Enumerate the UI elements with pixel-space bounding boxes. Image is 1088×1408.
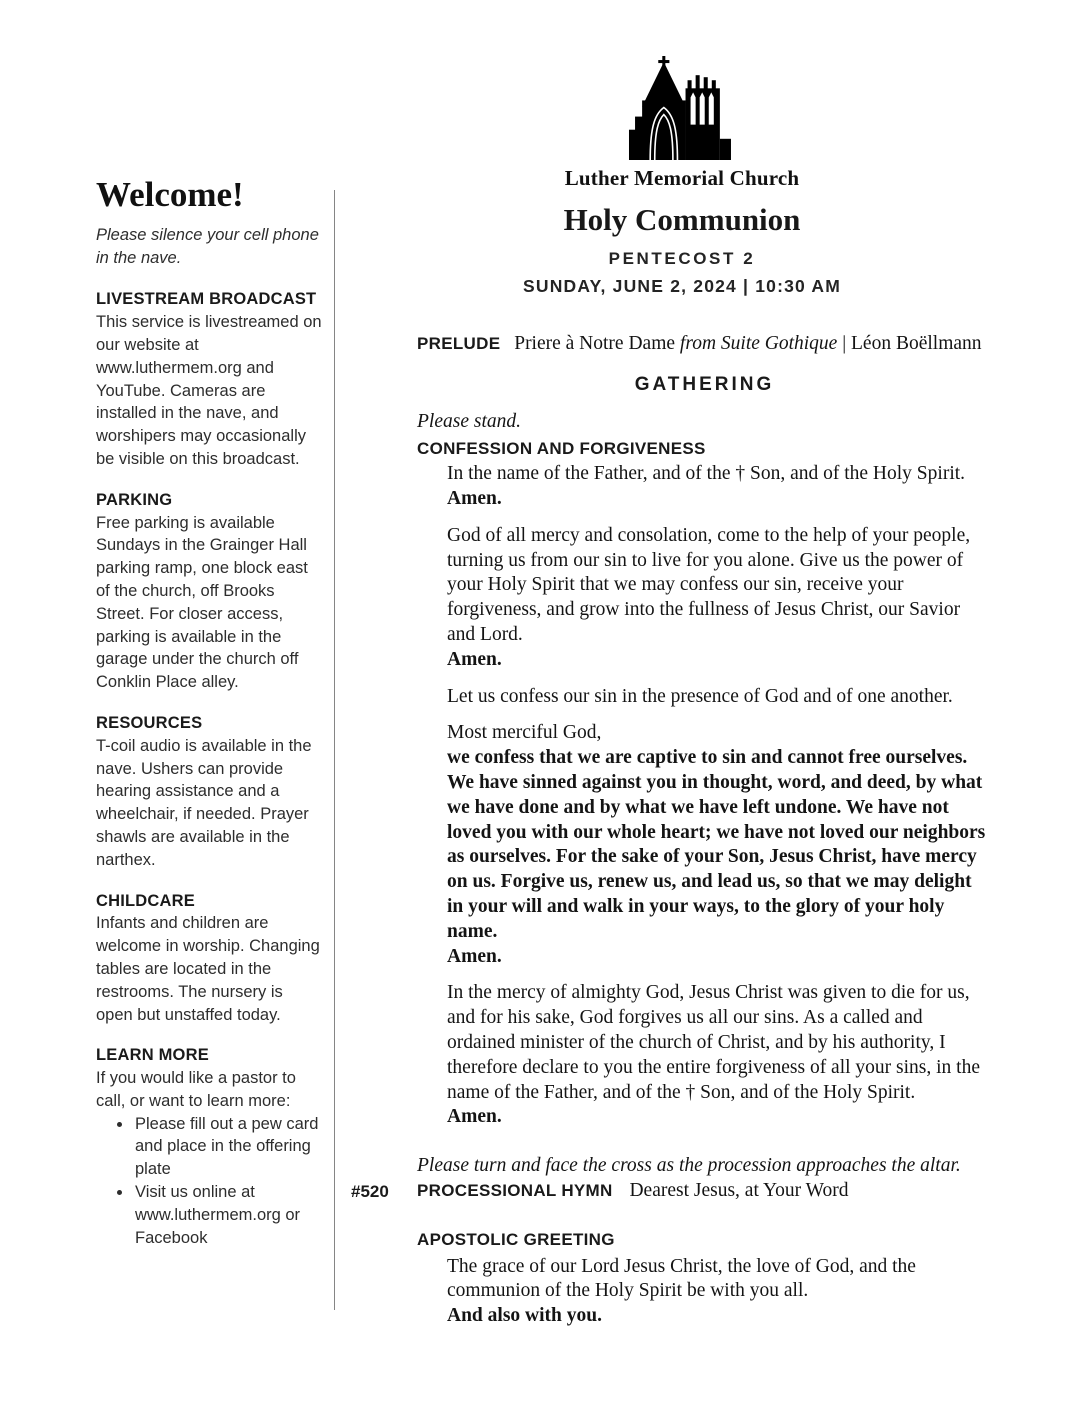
prelude-title: Priere à Notre Dame	[514, 333, 676, 354]
resources-body: T-coil audio is available in the nave. Ushers can provide hearing assistance and a wheelchair, if needed. Prayer shawls are available in the narthex.	[96, 736, 312, 869]
order-of-service	[351, 332, 992, 1329]
apostolic-greeting-body	[447, 1255, 992, 1329]
sidebar-section-learn-more	[96, 1044, 324, 1249]
greeting-paragraph	[447, 1255, 992, 1329]
welcome-title: Welcome!	[96, 175, 244, 214]
sidebar-section-resources	[96, 712, 324, 872]
church-name: Luther Memorial Church	[564, 166, 800, 190]
gathering-heading: GATHERING	[634, 373, 775, 395]
mercy-prayer-paragraph	[447, 524, 992, 673]
silence-phone-note: Please silence your cell phone in the nave.	[96, 225, 319, 267]
invocation-paragraph	[447, 462, 992, 512]
parking-body: Free parking is available Sundays in the Grainger Hall parking ramp, one block east of the church, off Brooks Street. For closer access, parking is available in the garage under the church off Conklin Place alley.	[96, 513, 308, 692]
sidebar-section-parking	[96, 489, 324, 694]
confession-text: we confess that we are captive to sin and cannot free ourselves. We have sinned against you in thought, word, and deed, by what we have done and by what we have left undone. We have not loved you with our whole heart; we have not loved our neighbors as ourselves. For the sake of your Son, Jesus Christ, have mercy on us. Forgive us, renew us, and lead us, so that we may delight in your will and walk in your ways, to the glory of your holy name.	[447, 747, 986, 942]
amen-response: Amen.	[447, 1106, 502, 1128]
prelude-source: from Suite Gothique	[679, 333, 838, 354]
hymn-number: #520	[351, 1181, 389, 1201]
resources-heading: RESOURCES	[96, 713, 203, 732]
amen-response: Amen.	[447, 487, 502, 509]
prelude-label: PRELUDE	[417, 334, 501, 353]
absolution-text: In the mercy of almighty God, Jesus Christ was given to die for us, and for his sake, God forgives us all our sins. As a called and ordained minister of the church of Christ, and by his authority, I therefore declare to you the entire forgiveness of all your sins, in the name of the Father, and of the † Son, and of the Holy Spirit.	[447, 982, 981, 1103]
prelude-separator: |	[842, 333, 847, 354]
learn-more-list	[117, 1113, 324, 1250]
confession-heading: CONFESSION AND FORGIVENESS	[417, 439, 706, 459]
invitation-text: Let us confess our sin in the presence of God and of one another.	[447, 685, 953, 707]
processional-hymn-label: PROCESSIONAL HYMN	[417, 1180, 613, 1200]
learn-more-body: If you would like a pastor to call, or want to learn more:	[96, 1069, 296, 1110]
hymn-title: Dearest Jesus, at Your Word	[629, 1179, 849, 1201]
list-item: • Visit us online at www.luthermem.org or Facebook	[133, 1181, 324, 1249]
masthead	[374, 56, 990, 297]
processional-hymn-line	[351, 1179, 992, 1204]
amen-response: Amen.	[447, 648, 502, 670]
invocation-text: In the name of the Father, and of the † Son, and of the Holy Spirit.	[447, 463, 966, 485]
prelude-composer: Léon Boëllmann	[851, 333, 982, 354]
service-date-time: SUNDAY, JUNE 2, 2024 | 10:30 AM	[522, 276, 841, 296]
absolution-paragraph	[447, 981, 992, 1130]
church-building-icon	[374, 56, 990, 160]
parking-heading: PARKING	[96, 490, 173, 509]
procession-rubric: Please turn and face the cross as the procession approaches the altar.	[417, 1155, 961, 1177]
liturgical-day: PENTECOST 2	[608, 249, 756, 268]
sidebar-section-childcare	[96, 890, 324, 1027]
childcare-body: Infants and children are welcome in worship. Changing tables are located in the restrooms. The nursery is open but unstaffed today.	[96, 914, 320, 1024]
confession-invitation	[447, 685, 992, 710]
welcome-sidebar	[96, 175, 324, 1267]
livestream-body: This service is livestreamed on our website at www.luthermem.org and YouTube. Cameras are installed in the nave, and worshipers may occasionally be visible on this broadcast.	[96, 313, 322, 468]
livestream-heading: LIVESTREAM BROADCAST	[96, 290, 317, 309]
prelude-line	[417, 332, 992, 357]
amen-response: Amen.	[447, 945, 502, 967]
list-item: • Please fill out a pew card and place in the offering plate	[133, 1113, 324, 1181]
please-stand-rubric: Please stand.	[417, 410, 521, 432]
greeting-text: The grace of our Lord Jesus Christ, the love of God, and the communion of the Holy Spirit be with you all.	[447, 1255, 916, 1302]
greeting-response: And also with you.	[447, 1305, 602, 1327]
service-title: Holy Communion	[563, 202, 801, 237]
confession-prayer-paragraph	[447, 721, 992, 969]
learn-more-heading: LEARN MORE	[96, 1046, 209, 1065]
apostolic-greeting-heading: APOSTOLIC GREETING	[417, 1229, 615, 1249]
confession-body	[447, 462, 992, 1130]
mercy-prayer-text: God of all mercy and consolation, come to the help of your people, turning us from our sin to live for you alone. Give us the power of your Holy Spirit that we may confess our sin, receive your forgiveness, and grow into the fullness of Jesus Christ, our Savior and Lord.	[447, 524, 971, 645]
childcare-heading: CHILDCARE	[96, 891, 195, 910]
confession-address: Most merciful God,	[447, 722, 602, 744]
column-divider	[334, 190, 335, 1310]
sidebar-section-livestream	[96, 288, 324, 470]
